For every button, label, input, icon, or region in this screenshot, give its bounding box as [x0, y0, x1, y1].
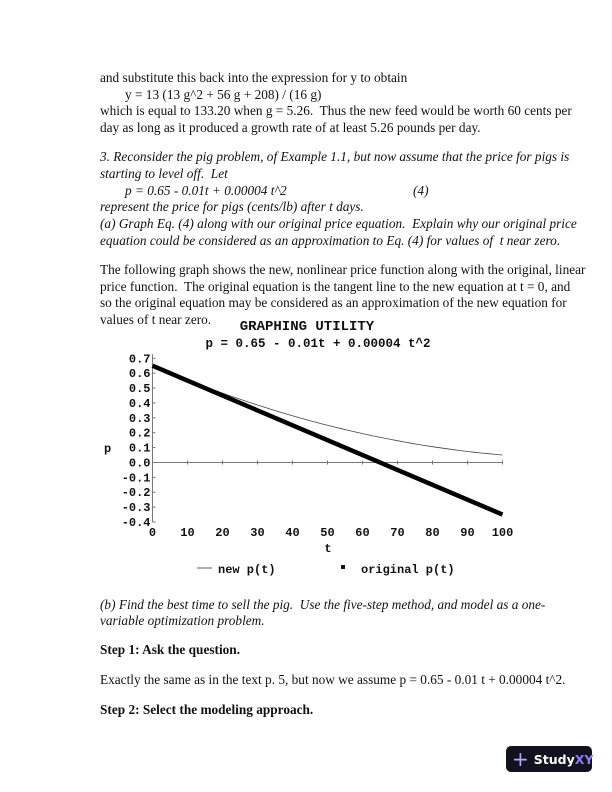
x-axis-label: t: [324, 542, 332, 556]
y-tick-label: -0.2: [121, 486, 151, 501]
y-tick-label: 0.1: [128, 441, 151, 456]
part-b: (b) Find the best time to sell the pig. Use the five-step method, and model as a one-: [100, 597, 546, 612]
text-line: price function. The original equation is the tangent line to the new equation at t = 0, and: [100, 279, 571, 294]
text-line: day as long as it produced a growth rate of at least 5.26 pounds per day.: [100, 120, 481, 135]
equation-y: y = 13 (13 g^2 + 56 g + 208) / (16 g): [125, 87, 322, 102]
y-tick-label: 0.3: [128, 411, 151, 426]
text-line: values of t near zero.: [100, 312, 212, 327]
y-tick-label: 0.7: [128, 352, 151, 367]
plus-icon: +: [512, 747, 529, 771]
y-tick-label: 0.5: [128, 382, 151, 397]
y-tick-label: -0.4: [121, 516, 151, 530]
text-line: and substitute this back into the expression for y to obtain: [100, 70, 408, 85]
x-tick-label: 100: [491, 526, 514, 540]
x-tick-label: 0: [148, 526, 157, 540]
text-line: equation could be considered as an approximation to Eq. (4) for values of t near zero.: [100, 233, 561, 248]
text-line: starting to level off. Let: [100, 166, 228, 181]
step-2-heading: Step 2: Select the modeling approach.: [100, 702, 314, 717]
x-tick-label: 40: [285, 526, 300, 540]
problem-3: 3. Reconsider the pig problem, of Example 1.1, but now assume that the price for pigs is: [100, 149, 570, 164]
text-line: variable optimization problem.: [100, 613, 265, 628]
text-line: so the original equation may be considered as an approximation of the new equation for: [100, 295, 567, 310]
x-tick-label: 70: [390, 526, 405, 540]
chart-title: GRAPHING UTILITY: [239, 319, 375, 335]
text-line: Exactly the same as in the text p. 5, but now we assume p = 0.65 - 0.01 t + 0.00004 t^2.: [100, 672, 566, 687]
x-tick-label: 10: [180, 526, 195, 540]
x-tick-label: 80: [425, 526, 440, 540]
text-line: which is equal to 133.20 when g = 5.26. Thus the new feed would be worth 60 cents per: [100, 103, 572, 118]
series-original-p: [153, 366, 503, 515]
logo-text-xy: XY: [574, 751, 594, 767]
equation-p: p = 0.65 - 0.01t + 0.00004 t^2: [125, 183, 287, 198]
text-line: The following graph shows the new, nonlinear price function along with the original, linear: [100, 262, 586, 277]
chart-subtitle: p = 0.65 - 0.01t + 0.00004 t^2: [205, 337, 431, 351]
studyxy-logo[interactable]: [506, 746, 592, 772]
legend: [197, 563, 455, 577]
y-tick-label: 0.4: [128, 396, 151, 411]
text-line: represent the price for pigs (cents/lb) after t days.: [100, 199, 364, 214]
step-1-heading: Step 1: Ask the question.: [100, 642, 241, 657]
equation-number: (4): [413, 183, 429, 198]
y-tick-label: 0.0: [128, 456, 151, 471]
y-tick-label: 0.6: [128, 367, 151, 382]
x-tick-label: 50: [320, 526, 335, 540]
legend-swatch-original: [341, 565, 345, 569]
x-tick-label: 60: [355, 526, 370, 540]
x-tick-label: 30: [250, 526, 265, 540]
part-a: (a) Graph Eq. (4) along with our original price equation. Explain why our original price: [100, 216, 577, 231]
logo-text: Study: [533, 751, 575, 767]
y-tick-label: -0.3: [121, 501, 151, 516]
x-tick-label: 20: [215, 526, 230, 540]
y-tick-label: -0.1: [121, 471, 151, 486]
legend-label-original: original p(t): [361, 563, 455, 577]
x-tick-label: 90: [460, 526, 475, 540]
y-axis-label: p: [104, 442, 112, 456]
y-tick-label: 0.2: [128, 426, 151, 441]
legend-label-new: new p(t): [218, 563, 276, 577]
